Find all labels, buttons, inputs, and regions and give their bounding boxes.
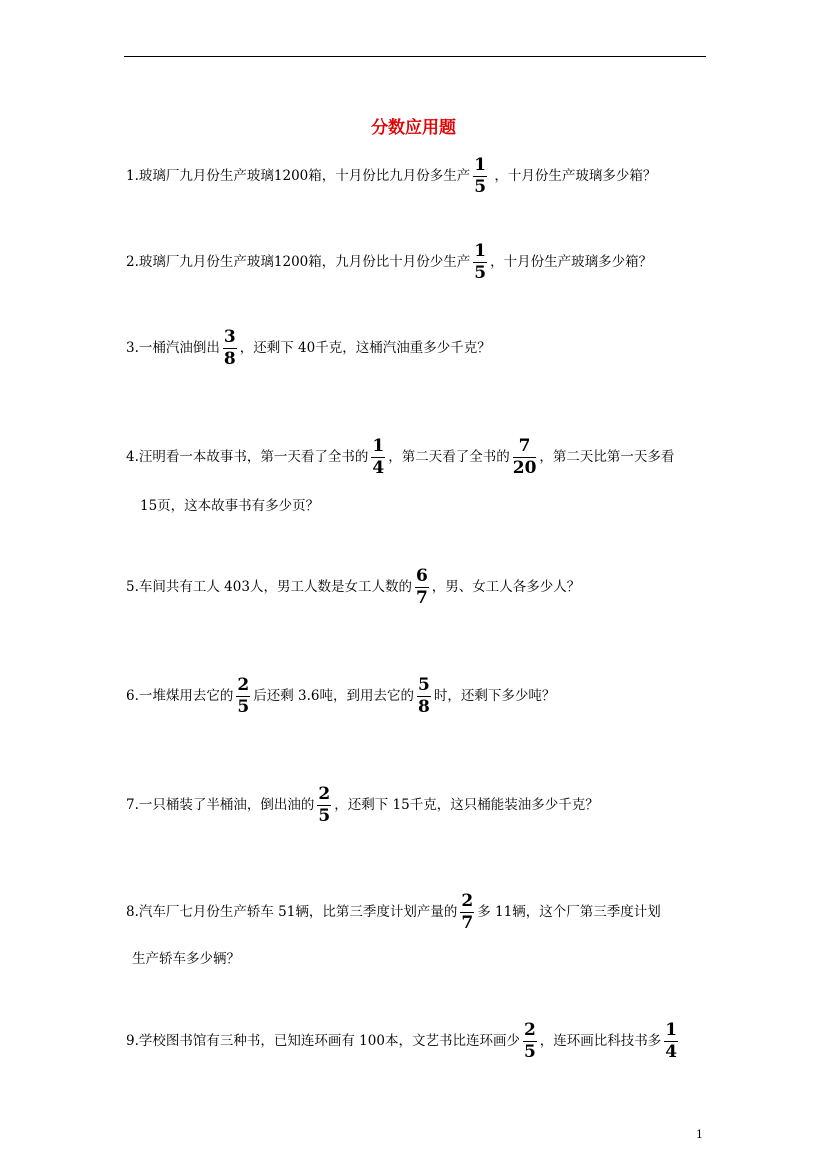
numerator: 7 [518, 436, 531, 456]
denominator: 5 [523, 1042, 536, 1062]
denominator: 7 [415, 588, 428, 608]
question-text: 玻璃厂九月份生产玻璃1200箱，十月份比九月份多生产 [138, 167, 471, 184]
question-number: 7. [126, 796, 139, 813]
question-3 [126, 329, 491, 368]
numerator: 1 [665, 1020, 678, 1040]
denominator: 5 [474, 263, 487, 283]
numerator: 6 [415, 566, 428, 586]
fraction [415, 568, 429, 607]
question-text: 一堆煤用去它的 [138, 687, 234, 704]
denominator: 5 [474, 177, 487, 197]
question-text: ，还剩下 15千克，这只桶能装油多少千克？ [334, 796, 599, 813]
question-1 [126, 157, 656, 196]
fraction [371, 438, 385, 477]
denominator: 5 [237, 697, 250, 717]
question-number: 3. [126, 339, 139, 356]
denominator: 8 [418, 697, 430, 717]
question-text: ，男、女工人各多少人？ [431, 578, 581, 595]
numerator: 1 [474, 241, 487, 261]
numerator: 5 [418, 675, 430, 695]
numerator: 3 [223, 327, 236, 347]
question-9 [126, 1022, 681, 1061]
header-rule [124, 56, 706, 57]
denominator: 5 [318, 806, 331, 826]
question-text: ，十月份生产玻璃多少箱？ [490, 167, 657, 184]
numerator: 1 [474, 155, 487, 175]
page-title: 分数应用题 [371, 118, 456, 138]
fraction [664, 1022, 678, 1061]
fraction [236, 677, 250, 716]
question-5 [126, 568, 580, 607]
question-text: ，第二天比第一天多看 [539, 448, 675, 465]
question-4 [126, 438, 674, 477]
question-number: 8. [126, 903, 139, 920]
denominator: 20 [512, 458, 537, 478]
question-text: 多 11辆，这个厂第三季度计划 [477, 903, 661, 920]
question-8-continuation: 生产轿车多少辆？ [132, 951, 240, 967]
question-text: 汽车厂七月份生产轿车 51辆，比第三季度计划产量的 [138, 903, 458, 920]
question-text: 一桶汽油倒出 [138, 339, 220, 356]
question-2 [126, 243, 652, 282]
question-7 [126, 786, 599, 825]
question-number: 1. [126, 167, 139, 184]
question-4-continuation: 15页，这本故事书有多少页？ [140, 498, 320, 514]
question-number: 2. [126, 253, 139, 270]
fraction [317, 786, 331, 825]
question-number: 6. [126, 687, 139, 704]
question-text: 学校图书馆有三种书，已知连环画有 100本，文艺书比连环画少 [138, 1032, 520, 1049]
fraction [460, 893, 474, 932]
fraction [523, 1022, 537, 1061]
question-text: 汪明看一本故事书，第一天看了全书的 [138, 448, 369, 465]
question-number: 9. [126, 1032, 139, 1049]
question-text: ，还剩下 40千克，这桶汽油重多少千克？ [239, 339, 491, 356]
numerator: 2 [237, 675, 250, 695]
page-number: 1 [696, 1128, 703, 1141]
denominator: 4 [372, 458, 385, 478]
question-number: 5. [126, 578, 139, 595]
fraction [223, 329, 237, 368]
question-text: 一只桶装了半桶油，倒出油的 [138, 796, 315, 813]
question-text: 车间共有工人 403人，男工人数是女工人数的 [138, 578, 412, 595]
question-6 [126, 677, 555, 716]
fraction [473, 243, 487, 282]
numerator: 1 [372, 436, 385, 456]
denominator: 4 [665, 1042, 678, 1062]
question-text: 时，还剩下多少吨？ [433, 687, 556, 704]
numerator: 2 [523, 1020, 536, 1040]
fraction [473, 157, 487, 196]
fraction [417, 677, 431, 716]
denominator: 7 [461, 913, 474, 933]
question-text: 后还剩 3.6吨，到用去它的 [253, 687, 414, 704]
question-text: ，连环画比科技书多 [539, 1032, 662, 1049]
numerator: 2 [461, 891, 474, 911]
question-8 [126, 893, 661, 932]
question-text: 玻璃厂九月份生产玻璃1200箱，九月份比十月份少生产 [138, 253, 471, 270]
numerator: 2 [318, 784, 331, 804]
fraction [513, 438, 537, 477]
question-text: ，第二天看了全书的 [388, 448, 510, 465]
question-text: ，十月份生产玻璃多少箱？ [490, 253, 653, 270]
question-number: 4. [126, 448, 139, 465]
denominator: 8 [223, 349, 236, 369]
